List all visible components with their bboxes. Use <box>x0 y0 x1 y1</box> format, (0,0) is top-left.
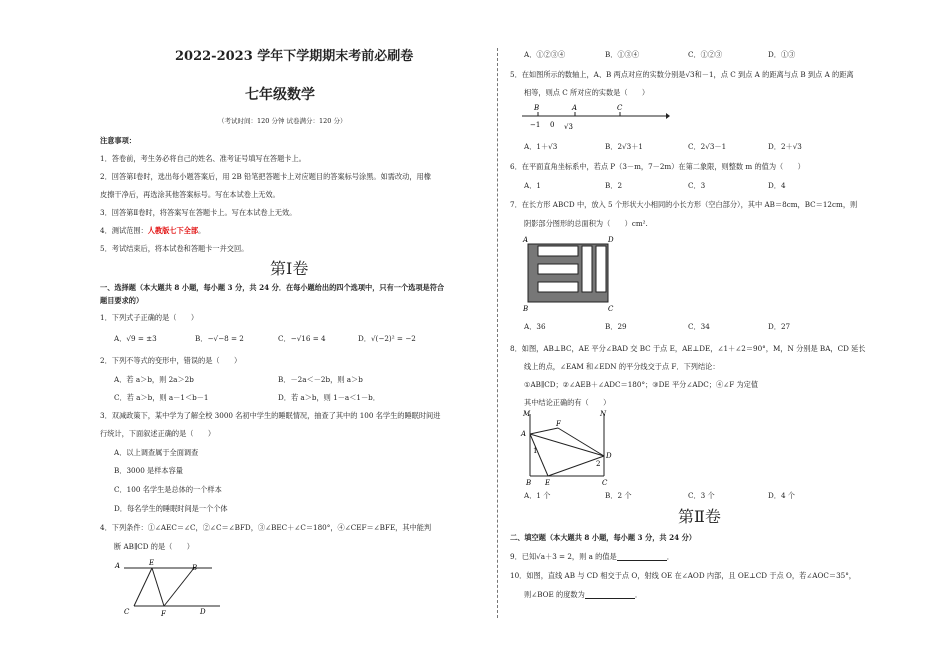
q7-label-c: C <box>608 305 614 313</box>
exam-info: （考试时间：120 分钟 试卷满分：120 分） <box>218 117 347 125</box>
part2-title: 第Ⅱ卷 <box>678 507 721 526</box>
q4-label-f: F <box>161 610 166 618</box>
left-column <box>100 0 485 672</box>
column-divider <box>497 48 498 618</box>
q5-option-a: A．1＋√3 <box>524 142 558 151</box>
q5-stem-line1: 5．在如图所示的数轴上，A、B 两点对应的实数分别是√3和－1，点 C 到点 A 的距离与点 B 到点 A 的距离 <box>510 70 854 79</box>
q5-option-c: C．2√3－1 <box>688 142 727 151</box>
q3-option-a: A．以上调查属于全面调查 <box>114 448 199 457</box>
q2-option-d: D．若 a＞b，则 1－a＜1－b． <box>278 393 380 402</box>
q6-option-d: D．4 <box>768 181 786 190</box>
q1-option-d: D．√(−2)² = −2 <box>358 334 416 343</box>
q7-option-c: C．34 <box>688 322 710 331</box>
q8-geometry-figure <box>518 408 618 492</box>
part1-title: 第Ⅰ卷 <box>270 259 309 278</box>
q4-label-e: E <box>149 559 155 567</box>
q3-stem-line1: 3．双减政策下，某中学为了解全校 3000 名初中学生的睡眠情况，抽查了其中的 100 名学生的睡眠时间进 <box>100 411 441 420</box>
q3-option-c: C．100 名学生是总体的一个样本 <box>114 485 222 494</box>
q8-option-d: D．4 个 <box>768 491 795 500</box>
q8-option-b: B．2 个 <box>605 491 632 500</box>
q8-label-f: F <box>556 420 561 428</box>
q8-stem-line2: 线上的点，∠EAM 和∠EDN 的平分线交于点 F．下列结论： <box>524 362 720 371</box>
q7-option-d: D．27 <box>768 322 791 331</box>
q4-option-a: A．①②③④ <box>524 50 566 59</box>
q8-label-a: A <box>521 430 527 438</box>
q8-stem-line3: ①AB∥CD；②∠AEB＋∠ADC＝180°；③DE 平分∠ADC；④∠F 为定值 <box>524 380 759 389</box>
q7-option-a: A．36 <box>524 322 546 331</box>
test-range: 人教版七下全部 <box>147 226 199 235</box>
q10-stem-line2: 则∠BOE 的度数为 ． <box>524 590 643 600</box>
q1-option-b: B．−√−8 = 2 <box>195 334 244 343</box>
note-4: 4．测试范围：人教版七下全部。 <box>100 226 206 235</box>
q4-label-c: C <box>124 608 130 616</box>
q5-option-b: B．2√3＋1 <box>605 142 643 151</box>
q5-label-sqrt3: √3 <box>564 123 573 131</box>
q8-option-a: A．1 个 <box>524 491 551 500</box>
q8-label-angle2: 2 <box>596 460 601 468</box>
q3-option-b: B．3000 是样本容量 <box>114 466 183 475</box>
q6-option-c: C．3 <box>688 181 706 190</box>
q7-label-a: A <box>523 236 529 244</box>
q4-label-b: B <box>192 564 198 572</box>
q8-label-c: C <box>602 479 608 487</box>
q8-label-d: D <box>606 452 612 460</box>
q2-option-a: A．若 a＞b，则 2a＞2b <box>114 375 194 384</box>
note-2b: 皮擦干净后，再选涂其他答案标号。写在本试卷上无效。 <box>100 190 280 199</box>
section1-heading: 一、选择题（本大题共 8 小题，每小题 3 分，共 24 分．在每小题给出的四个选项中，只有一个选项是符合 <box>100 283 445 292</box>
q5-label-a: A <box>572 104 578 112</box>
note-5: 5．考试结束后，将本试卷和答题卡一并交回。 <box>100 244 249 253</box>
q6-option-b: B．2 <box>605 181 623 190</box>
q7-label-d: D <box>608 236 614 244</box>
q8-stem-line4: 其中结论正确的有（ ） <box>524 398 611 407</box>
q6-option-a: A．1 <box>524 181 541 190</box>
q3-option-d: D．每名学生的睡眠时间是一个个体 <box>114 504 228 513</box>
q8-stem-line1: 8．如图，AB⊥BC，AE 平分∠BAD 交 BC 于点 E，AE⊥DE，∠1＋∠2＝90°，M，N 分别是 BA，CD 延长 <box>510 344 866 353</box>
q10-answer-blank[interactable] <box>585 591 635 599</box>
q5-label-c: C <box>617 104 623 112</box>
q4-parallelogram-figure <box>112 556 232 620</box>
q7-option-b: B．29 <box>605 322 627 331</box>
q7-stem-line2: 阴影部分图形的总面积为（ ）cm². <box>524 219 648 228</box>
q3-stem-line2: 行统计，下面叙述正确的是（ ） <box>100 429 216 438</box>
q5-label-b: B <box>534 104 540 112</box>
note-1: 1．答卷前，考生务必将自己的姓名、准考证号填写在答题卡上。 <box>100 154 306 163</box>
q7-label-b: B <box>523 305 529 313</box>
q2-stem: 2．下列不等式的变形中，错误的是（ ） <box>100 356 242 365</box>
q9-stem: 9．已知√a＋3 = 2，则 a 的值是 ． <box>510 552 674 562</box>
q1-option-a: A．√9 = ±3 <box>114 334 157 343</box>
exam-title: 2022-2023 学年下学期期末考前必刷卷 <box>175 49 414 64</box>
q4-option-c: C．①②③ <box>688 50 723 59</box>
section2-heading: 二、填空题（本大题共 8 小题，每小题 3 分，共 24 分） <box>510 533 696 542</box>
q7-rectangle-figure <box>520 234 620 318</box>
q9-answer-blank[interactable] <box>617 553 667 561</box>
q5-option-d: D．2＋√3 <box>768 142 802 151</box>
exam-subtitle: 七年级数学 <box>245 87 315 103</box>
q1-option-c: C．−√16 = 4 <box>278 334 326 343</box>
notes-heading: 注意事项： <box>100 136 136 145</box>
q8-label-angle1: 1 <box>533 447 538 455</box>
q8-label-m: M <box>523 410 531 418</box>
note-2a: 2．回答第Ⅰ卷时，选出每小题答案后，用 2B 铅笔把答题卡上对应题目的答案标号涂黑。如需改动，用橡 <box>100 172 431 181</box>
q5-number-line <box>520 100 670 134</box>
q6-stem: 6．在平面直角坐标系中，若点 P（3－m，7－2m）在第二象限，则整数 m 的值为（ ） <box>510 162 805 171</box>
q2-option-c: C．若 a＞b，则 a－1＜b－1 <box>114 393 209 402</box>
q7-stem-line1: 7．在长方形 ABCD 中，放入 5 个形状大小相同的小长方形（空白部分），其中 AB＝8cm，BC＝12cm，则 <box>510 200 858 209</box>
q4-label-d: D <box>200 608 206 616</box>
q4-option-b: B．①③④ <box>605 50 640 59</box>
right-column <box>510 0 890 672</box>
q5-label-zero: 0 <box>550 121 555 129</box>
q4-stem-line1: 4．下列条件：①∠AEC＝∠C，②∠C＝∠BFD，③∠BEC＋∠C＝180°，④∠CEF＝∠BFE，其中能判 <box>100 523 432 532</box>
q5-stem-line2: 相等，则点 C 所对应的实数是（ ） <box>524 88 650 97</box>
q1-stem: 1．下列式子正确的是（ ） <box>100 313 199 322</box>
q4-stem-line2: 断 AB∥CD 的是（ ） <box>114 542 194 551</box>
q8-label-n: N <box>600 410 607 418</box>
q8-label-e: E <box>545 479 551 487</box>
section1-heading-cont: 题目要求的） <box>100 296 144 305</box>
q8-option-c: C．3 个 <box>688 491 715 500</box>
q4-option-d: D．①③ <box>768 50 796 59</box>
note-3: 3．回答第Ⅱ卷时，将答案写在答题卡上。写在本试卷上无效。 <box>100 208 297 217</box>
q10-stem-line1: 10．如图，直线 AB 与 CD 相交于点 O，射线 OE 在∠AOD 内部，且 OE⊥CD 于点 O，若∠AOC＝35°， <box>510 571 856 580</box>
q2-option-b: B．－2a＜－2b，则 a＞b <box>278 375 363 384</box>
q4-label-a: A <box>115 562 121 570</box>
q5-label-minus1: −1 <box>530 121 541 129</box>
q8-label-b: B <box>526 479 532 487</box>
